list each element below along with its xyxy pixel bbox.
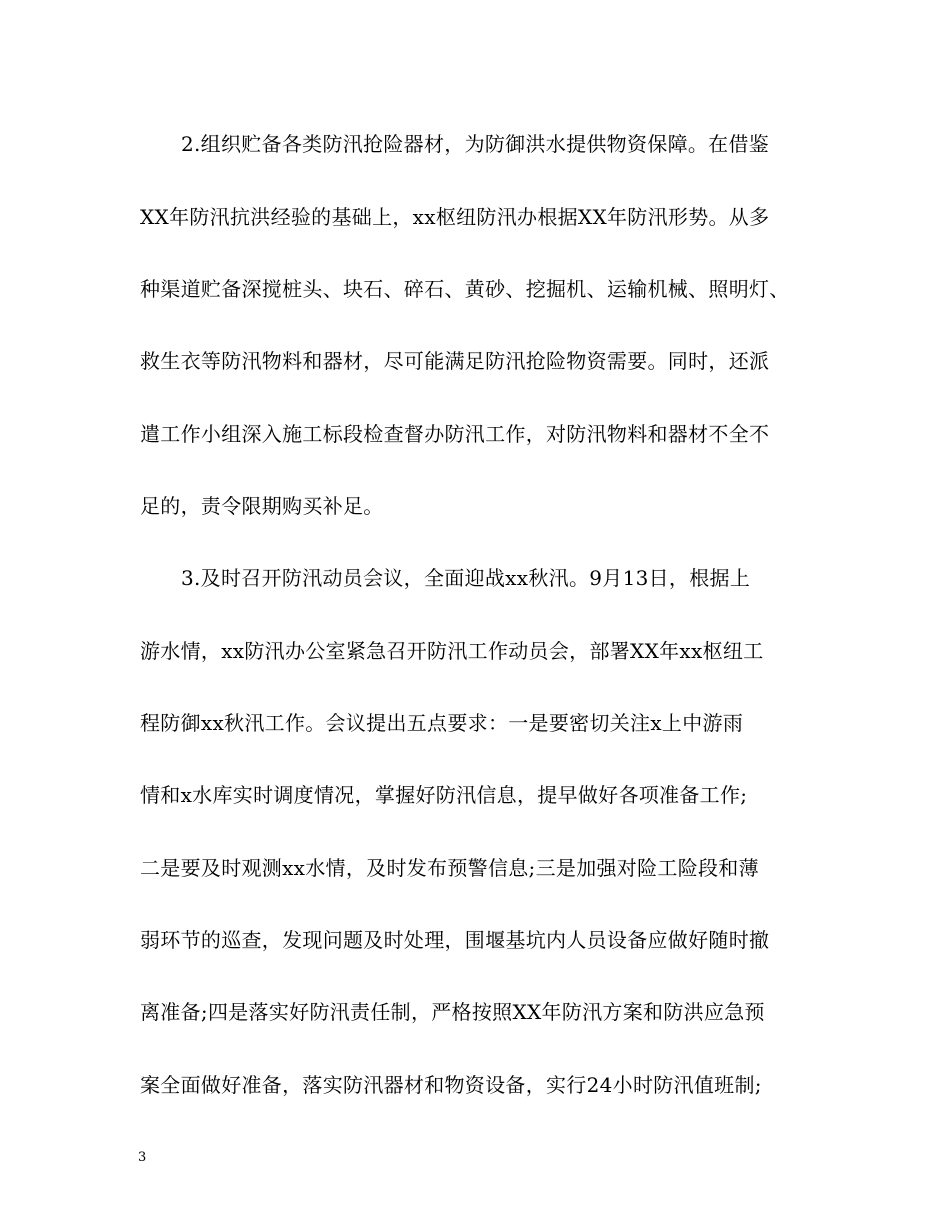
paragraph-2-line-1: 2.组织贮备各类防汛抢险器材，为防御洪水提供物资保障。在借鉴 (181, 132, 770, 156)
paragraph-3-line-3: 程防御xx秋汛工作。会议提出五点要求：一是要密切关注x上中游雨 (140, 711, 744, 735)
paragraph-3-line-2: 游水情，xx防汛办公室紧急召开防汛工作动员会，部署XX年xx枢纽工 (140, 639, 764, 663)
paragraph-3-line-4: 情和x水库实时调度情况，掌握好防汛信息，提早做好各项准备工作; (140, 783, 748, 807)
paragraph-2-line-4: 救生衣等防汛物料和器材，尽可能满足防汛抢险物资需要。同时，还派 (140, 349, 770, 373)
paragraph-3-line-5: 二是要及时观测xx水情，及时发布预警信息;三是加强对险工险段和薄 (140, 856, 759, 880)
paragraph-3-line-1: 3.及时召开防汛动员会议，全面迎战xx秋汛。9月13日，根据上 (181, 566, 751, 590)
paragraph-3-line-7: 离准备;四是落实好防汛责任制，严格按照XX年防汛方案和防洪应急预 (140, 1000, 765, 1024)
page-number: 3 (138, 1150, 147, 1165)
paragraph-3-line-6: 弱环节的巡查，发现问题及时处理，围堰基坑内人员设备应做好随时撤 (140, 928, 770, 952)
paragraph-2-line-5: 遣工作小组深入施工标段检查督办防汛工作，对防汛物料和器材不全不 (140, 422, 770, 446)
paragraph-3-line-8: 案全面做好准备，落实防汛器材和物资设备，实行24小时防汛值班制; (140, 1073, 762, 1097)
paragraph-2-line-3: 种渠道贮备深搅桩头、块石、碎石、黄砂、挖掘机、运输机械、照明灯、 (140, 277, 790, 301)
paragraph-2-line-2: XX年防汛抗洪经验的基础上，xx枢纽防汛办根据XX年防汛形势。从多 (140, 205, 770, 229)
paragraph-2-line-6: 足的，责令限期购买补足。 (140, 494, 384, 518)
